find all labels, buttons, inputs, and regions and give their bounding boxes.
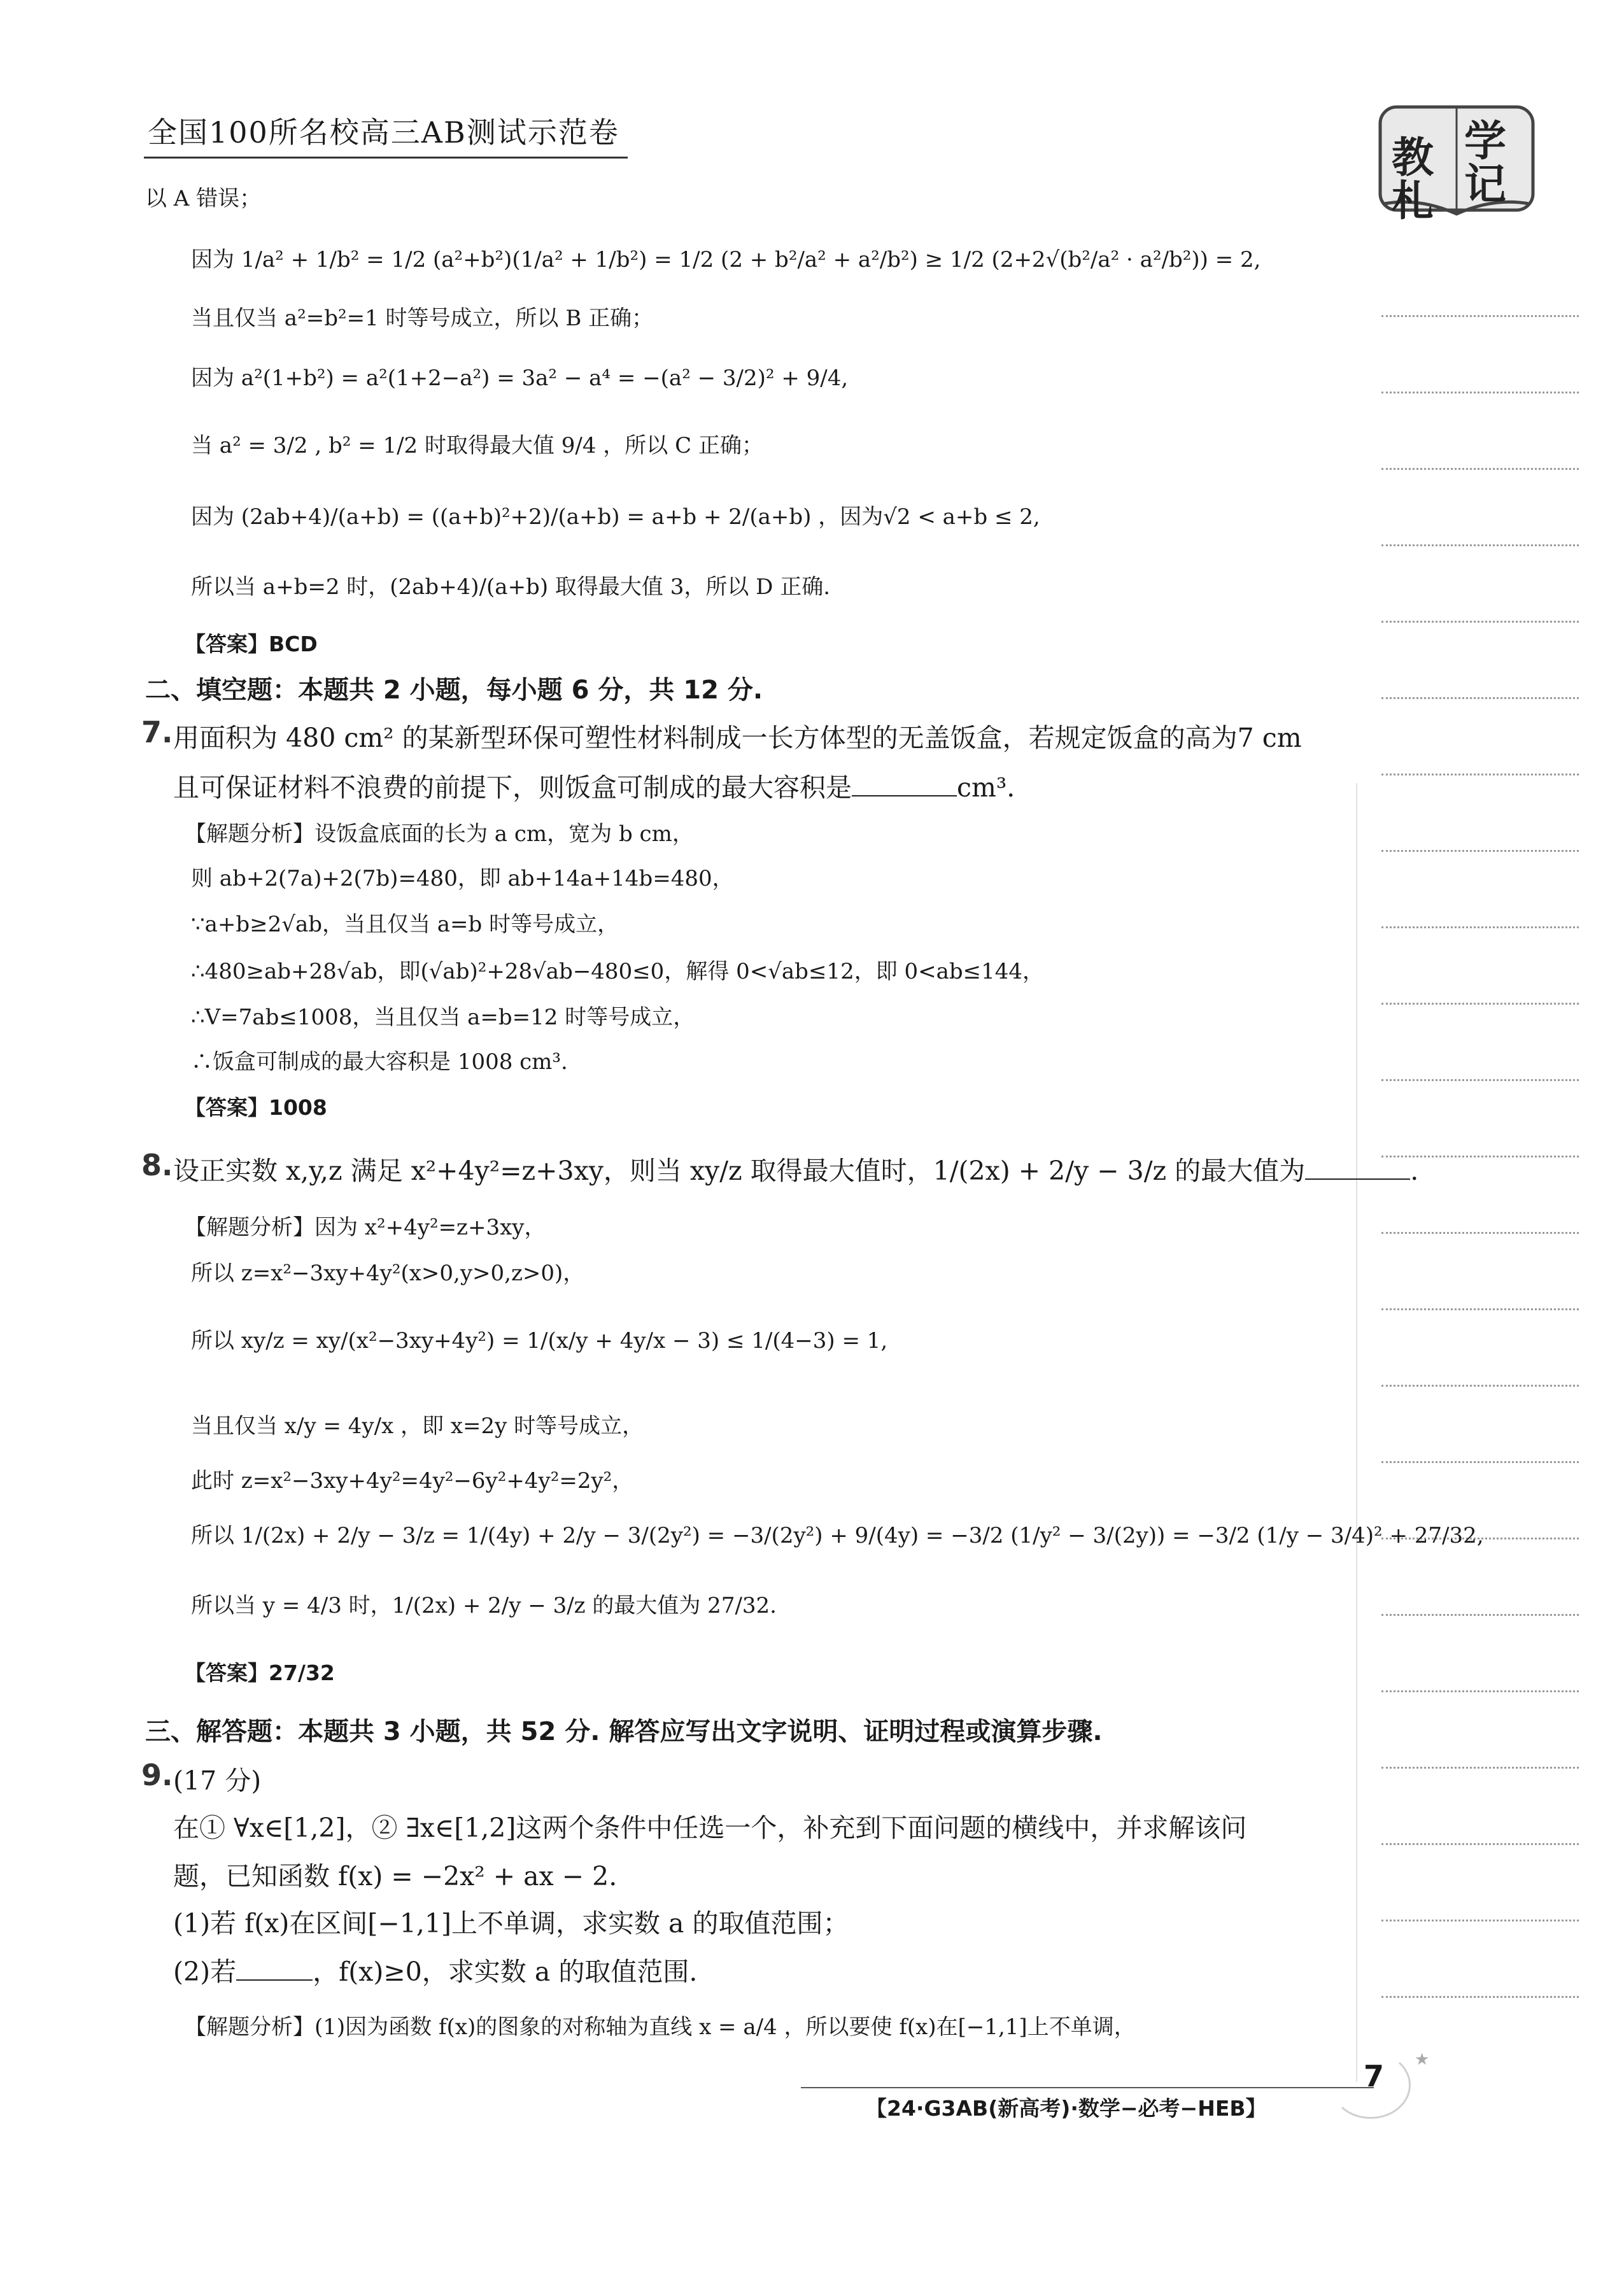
note-line <box>1381 1385 1579 1387</box>
math-line: 所以当 a+b=2 时，(2ab+4)/(a+b) 取得最大值 3，所以 D 正确. <box>191 574 831 600</box>
note-line <box>1381 774 1579 775</box>
solution-line: 【解题分析】(1)因为函数 f(x)的图象的对称轴为直线 x = a/4 ，所以要使 f(x)在[−1,1]上不单调， <box>185 2014 1136 2040</box>
question-text: (1)若 f(x)在区间[−1,1]上不单调，求实数 a 的取值范围； <box>173 1908 849 1939</box>
section-heading: 三、解答题：本题共 3 小题，共 52 分. 解答应写出文字说明、证明过程或演算步骤. <box>145 1717 1103 1746</box>
question-text <box>173 772 1015 803</box>
question-number: 7. <box>141 715 173 749</box>
math-line: 因为 a²(1+b²) = a²(1+2−a²) = 3a² − a⁴ = −(a² − 3/2)² + 9/4, <box>191 365 849 391</box>
unit-label: cm³. <box>957 772 1015 803</box>
note-line <box>1381 1614 1579 1616</box>
answer-label: 【答案】27/32 <box>185 1660 335 1685</box>
solution-line: 【解题分析】因为 x²+4y²=z+3xy， <box>185 1215 546 1240</box>
question-number: 9. <box>141 1758 173 1792</box>
header-rule <box>144 157 628 159</box>
question-score: (17 分) <box>173 1765 262 1796</box>
section-heading: 二、填空题：本题共 2 小题，每小题 6 分，共 12 分. <box>145 676 763 705</box>
badge-char-ji: 记 <box>1464 159 1506 209</box>
page-header-title: 全国100所名校高三AB测试示范卷 <box>148 115 619 150</box>
question-text: 在① ∀x∈[1,2]，② ∃x∈[1,2]这两个条件中任选一个，补充到下面问题的横线中，并求解该问 <box>173 1813 1247 1843</box>
note-line <box>1381 1996 1579 1998</box>
solution-line: ∴480≥ab+28√ab，即(√ab)²+28√ab−480≤0，解得 0<√ab≤12，即 0<ab≤144， <box>191 959 1045 984</box>
solution-line: 此时 z=x²−3xy+4y²=4y²−6y²+4y²=2y²， <box>191 1468 634 1494</box>
notes-badge <box>1375 102 1541 223</box>
solution-line: ∴V=7ab≤1008，当且仅当 a=b=12 时等号成立， <box>191 1005 695 1030</box>
question-text-part: 设正实数 x,y,z 满足 x²+4y²=z+3xy，则当 xy/z 取得最大值时，1/(2x) + 2/y − 3/z 的最大值为 <box>173 1156 1306 1186</box>
solution-line: 【解题分析】设饭盒底面的长为 a cm，宽为 b cm， <box>185 821 694 847</box>
answer-label: 【答案】BCD <box>185 632 318 656</box>
note-line <box>1381 468 1579 470</box>
question-text: 设正实数 x,y,z 满足 x²+4y²=z+3xy，则当 xy/z 取得最大值时，1/(2x) + 2/y − 3/z 的最大值为 . <box>173 1156 1419 1186</box>
solution-line: 所以 xy/z = xy/(x²−3xy+4y²) = 1/(x/y + 4y/x − 3) ≤ 1/(4−3) = 1, <box>191 1328 888 1354</box>
math-line: 因为 (2ab+4)/(a+b) = ((a+b)²+2)/(a+b) = a+b + 2/(a+b) ，因为√2 < a+b ≤ 2, <box>191 504 1040 530</box>
margin-rule <box>1356 783 1357 2082</box>
note-line <box>1381 621 1579 623</box>
badge-char-xue: 学 <box>1464 116 1506 166</box>
note-line <box>1381 1079 1579 1081</box>
note-line <box>1381 1461 1579 1463</box>
solution-line: ∵a+b≥2√ab，当且仅当 a=b 时等号成立， <box>191 912 619 937</box>
page-number: 7 <box>1364 2059 1385 2093</box>
note-line <box>1381 315 1579 317</box>
question-number: 8. <box>141 1148 173 1182</box>
answer-label: 【答案】1008 <box>185 1095 327 1120</box>
note-line <box>1381 1767 1579 1769</box>
star-icon: ★ <box>1415 2050 1430 2069</box>
badge-char-jiao: 教 <box>1392 132 1434 182</box>
text-line: 当且仅当 a²=b²=1 时等号成立，所以 B 正确； <box>191 306 654 331</box>
note-line <box>1381 392 1579 393</box>
solution-line: 所以 1/(2x) + 2/y − 3/z = 1/(4y) + 2/y − 3/(2y²) = −3/(2y²) + 9/(4y) = −3/2 (1/y² − 3/(2y)) = −3/2 (1/y − 3/4)² + 27/32, <box>191 1523 1484 1548</box>
note-line <box>1381 697 1579 699</box>
solution-line: 所以当 y = 4/3 时，1/(2x) + 2/y − 3/z 的最大值为 27/32. <box>191 1593 777 1618</box>
note-line <box>1381 1308 1579 1310</box>
solution-line: 则 ab+2(7a)+2(7b)=480，即 ab+14a+14b=480， <box>191 866 734 891</box>
question-text-part: (2)若 <box>173 1956 237 1987</box>
answer-blank[interactable] <box>852 774 957 796</box>
question-text-part: 且可保证材料不浪费的前提下，则饭盒可制成的最大容积是 <box>173 772 852 803</box>
math-line: 当 a² = 3/2 , b² = 1/2 时取得最大值 9/4 ，所以 C 正确； <box>191 433 763 458</box>
footer-code: 【24·G3AB(新高考)·数学−必考−HEB】 <box>866 2096 1267 2121</box>
solution-line: 所以 z=x²−3xy+4y²(x>0,y>0,z>0)， <box>191 1261 585 1286</box>
solution-line: ∴饭盒可制成的最大容积是 1008 cm³. <box>191 1049 568 1075</box>
badge-char-zha: 札 <box>1392 176 1434 225</box>
note-line <box>1381 1232 1579 1234</box>
solution-line: 当且仅当 x/y = 4y/x ，即 x=2y 时等号成立， <box>191 1413 644 1439</box>
answer-blank[interactable] <box>236 1958 313 1981</box>
note-line <box>1381 1843 1579 1845</box>
note-line <box>1381 1920 1579 1921</box>
note-line <box>1381 1690 1579 1692</box>
question-text: 用面积为 480 cm² 的某新型环保可塑性材料制成一长方体型的无盖饭盒，若规定饭盒的高为7 cm <box>173 723 1302 753</box>
note-line <box>1381 926 1579 928</box>
question-text-part: ，f(x)≥0，求实数 a 的取值范围. <box>313 1956 698 1987</box>
footer-rule <box>801 2087 1374 2088</box>
question-text <box>173 1956 697 1988</box>
note-line <box>1381 1003 1579 1005</box>
question-text: 题，已知函数 f(x) = −2x² + ax − 2. <box>173 1861 618 1892</box>
answer-blank[interactable] <box>1305 1157 1410 1180</box>
math-line: 因为 1/a² + 1/b² = 1/2 (a²+b²)(1/a² + 1/b²) = 1/2 (2 + b²/a² + a²/b²) ≥ 1/2 (2+2√(b²/a² · a²/b²)) = 2, <box>191 247 1261 272</box>
text-line: 以 A 错误； <box>145 186 262 211</box>
note-line <box>1381 544 1579 546</box>
note-line <box>1381 850 1579 852</box>
